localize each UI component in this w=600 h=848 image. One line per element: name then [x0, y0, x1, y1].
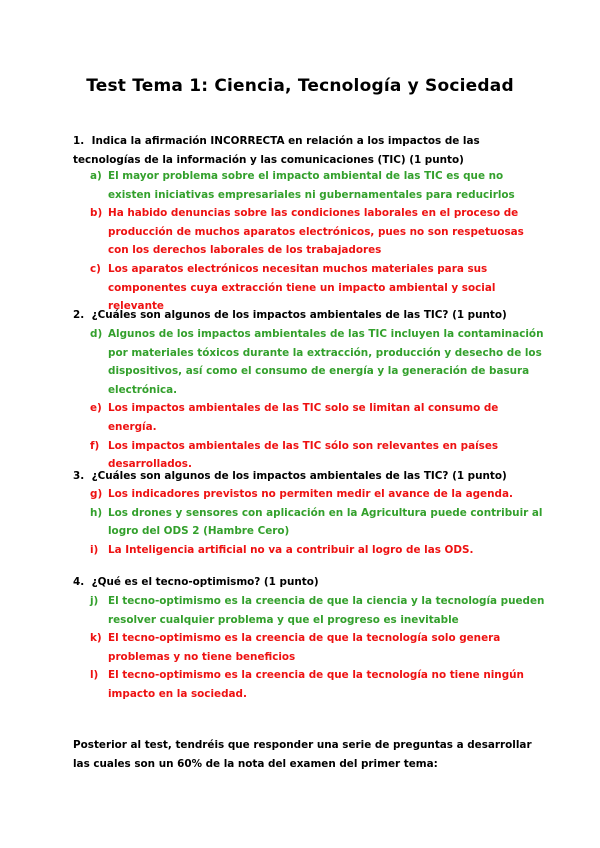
option-e	[90, 399, 545, 436]
option-letter: g)	[90, 488, 103, 500]
option-letter: i)	[90, 543, 99, 556]
option-letter: e)	[90, 402, 102, 415]
option-letter: f)	[90, 439, 100, 452]
options-1	[90, 167, 545, 316]
option-k	[90, 629, 545, 666]
option-text: El tecno-optimismo es la creencia de que la ciencia y la tecnología pueden resolver cualquier problema y que el progreso es inevitable	[108, 595, 545, 626]
question-4	[73, 573, 543, 592]
question-text: ¿Qué es el tecno-optimismo? (1 punto)	[91, 576, 319, 588]
question-number: 1.	[73, 135, 85, 147]
question-number: 3.	[73, 470, 85, 482]
option-text: La Inteligencia artificial no va a contribuir al logro de las ODS.	[108, 543, 474, 556]
option-text: Los impactos ambientales de las TIC solo se limitan al consumo de energía.	[108, 402, 499, 433]
question-2	[73, 306, 543, 325]
option-h	[90, 504, 545, 541]
option-a	[90, 167, 545, 204]
option-letter: k)	[90, 632, 102, 645]
question-number: 4.	[73, 576, 85, 588]
option-text: Los aparatos electrónicos necesitan muchos materiales para sus componentes cuya extracción tiene un impacto ambiental y social relevante	[108, 262, 496, 313]
option-text: Los drones y sensores con aplicación en la Agricultura puede contribuir al logro del ODS 2 (Hambre Cero)	[108, 506, 543, 538]
question-text: ¿Cuáles son algunos de los impactos ambientales de las TIC? (1 punto)	[91, 309, 507, 321]
option-text: Los indicadores previstos no permiten medir el avance de la agenda.	[108, 488, 513, 500]
options-2	[90, 325, 545, 474]
option-text: El tecno-optimismo es la creencia de que la tecnología no tiene ningún impacto en la sociedad.	[108, 669, 524, 700]
option-letter: d)	[90, 328, 103, 340]
option-i	[90, 541, 545, 560]
option-letter: c)	[90, 262, 101, 275]
option-b	[90, 204, 545, 260]
page-title: Test Tema 1: Ciencia, Tecnología y Sociedad	[86, 76, 514, 96]
option-letter: b)	[90, 207, 103, 220]
question-text: Indica la afirmación INCORRECTA en relación a los impactos de las tecnologías de la información y las comunicaciones (TIC) (1 punto)	[73, 135, 480, 166]
option-letter: a)	[90, 170, 102, 182]
option-j	[90, 592, 545, 629]
option-letter: h)	[90, 506, 103, 519]
closing-paragraph: Posterior al test, tendréis que responder una serie de preguntas a desarrollar las cuales son un 60% de la nota del examen del primer tema:	[73, 739, 532, 770]
question-text: ¿Cuáles son algunos de los impactos ambientales de las TIC? (1 punto)	[91, 470, 507, 482]
option-l	[90, 666, 545, 703]
option-text: Los impactos ambientales de las TIC sólo son relevantes en países desarrollados.	[108, 439, 499, 471]
option-text: Algunos de los impactos ambientales de las TIC incluyen la contaminación por materiales tóxicos durante la extracción, producción y desecho de los dispositivos, así como el consumo de energía y la generación de basura electrónica.	[108, 328, 544, 396]
options-4	[90, 592, 545, 704]
option-letter: l)	[90, 669, 99, 682]
option-text: Ha habido denuncias sobre las condiciones laborales en el proceso de producción de muchos aparatos electrónicos, pues no son respetuosas con los derechos laborales de los trabajadores	[108, 207, 524, 257]
option-d	[90, 325, 545, 399]
question-3	[73, 467, 543, 486]
question-number: 2.	[73, 309, 85, 321]
option-text: El tecno-optimismo es la creencia de que la tecnología solo genera problemas y no tiene beneficios	[108, 632, 501, 663]
option-text: El mayor problema sobre el impacto ambiental de las TIC es que no existen iniciativas empresariales ni gubernamentales para reducirlos	[108, 170, 515, 201]
option-g	[90, 485, 545, 504]
question-1	[73, 132, 543, 170]
options-3	[90, 485, 545, 559]
option-letter: j)	[90, 595, 99, 607]
